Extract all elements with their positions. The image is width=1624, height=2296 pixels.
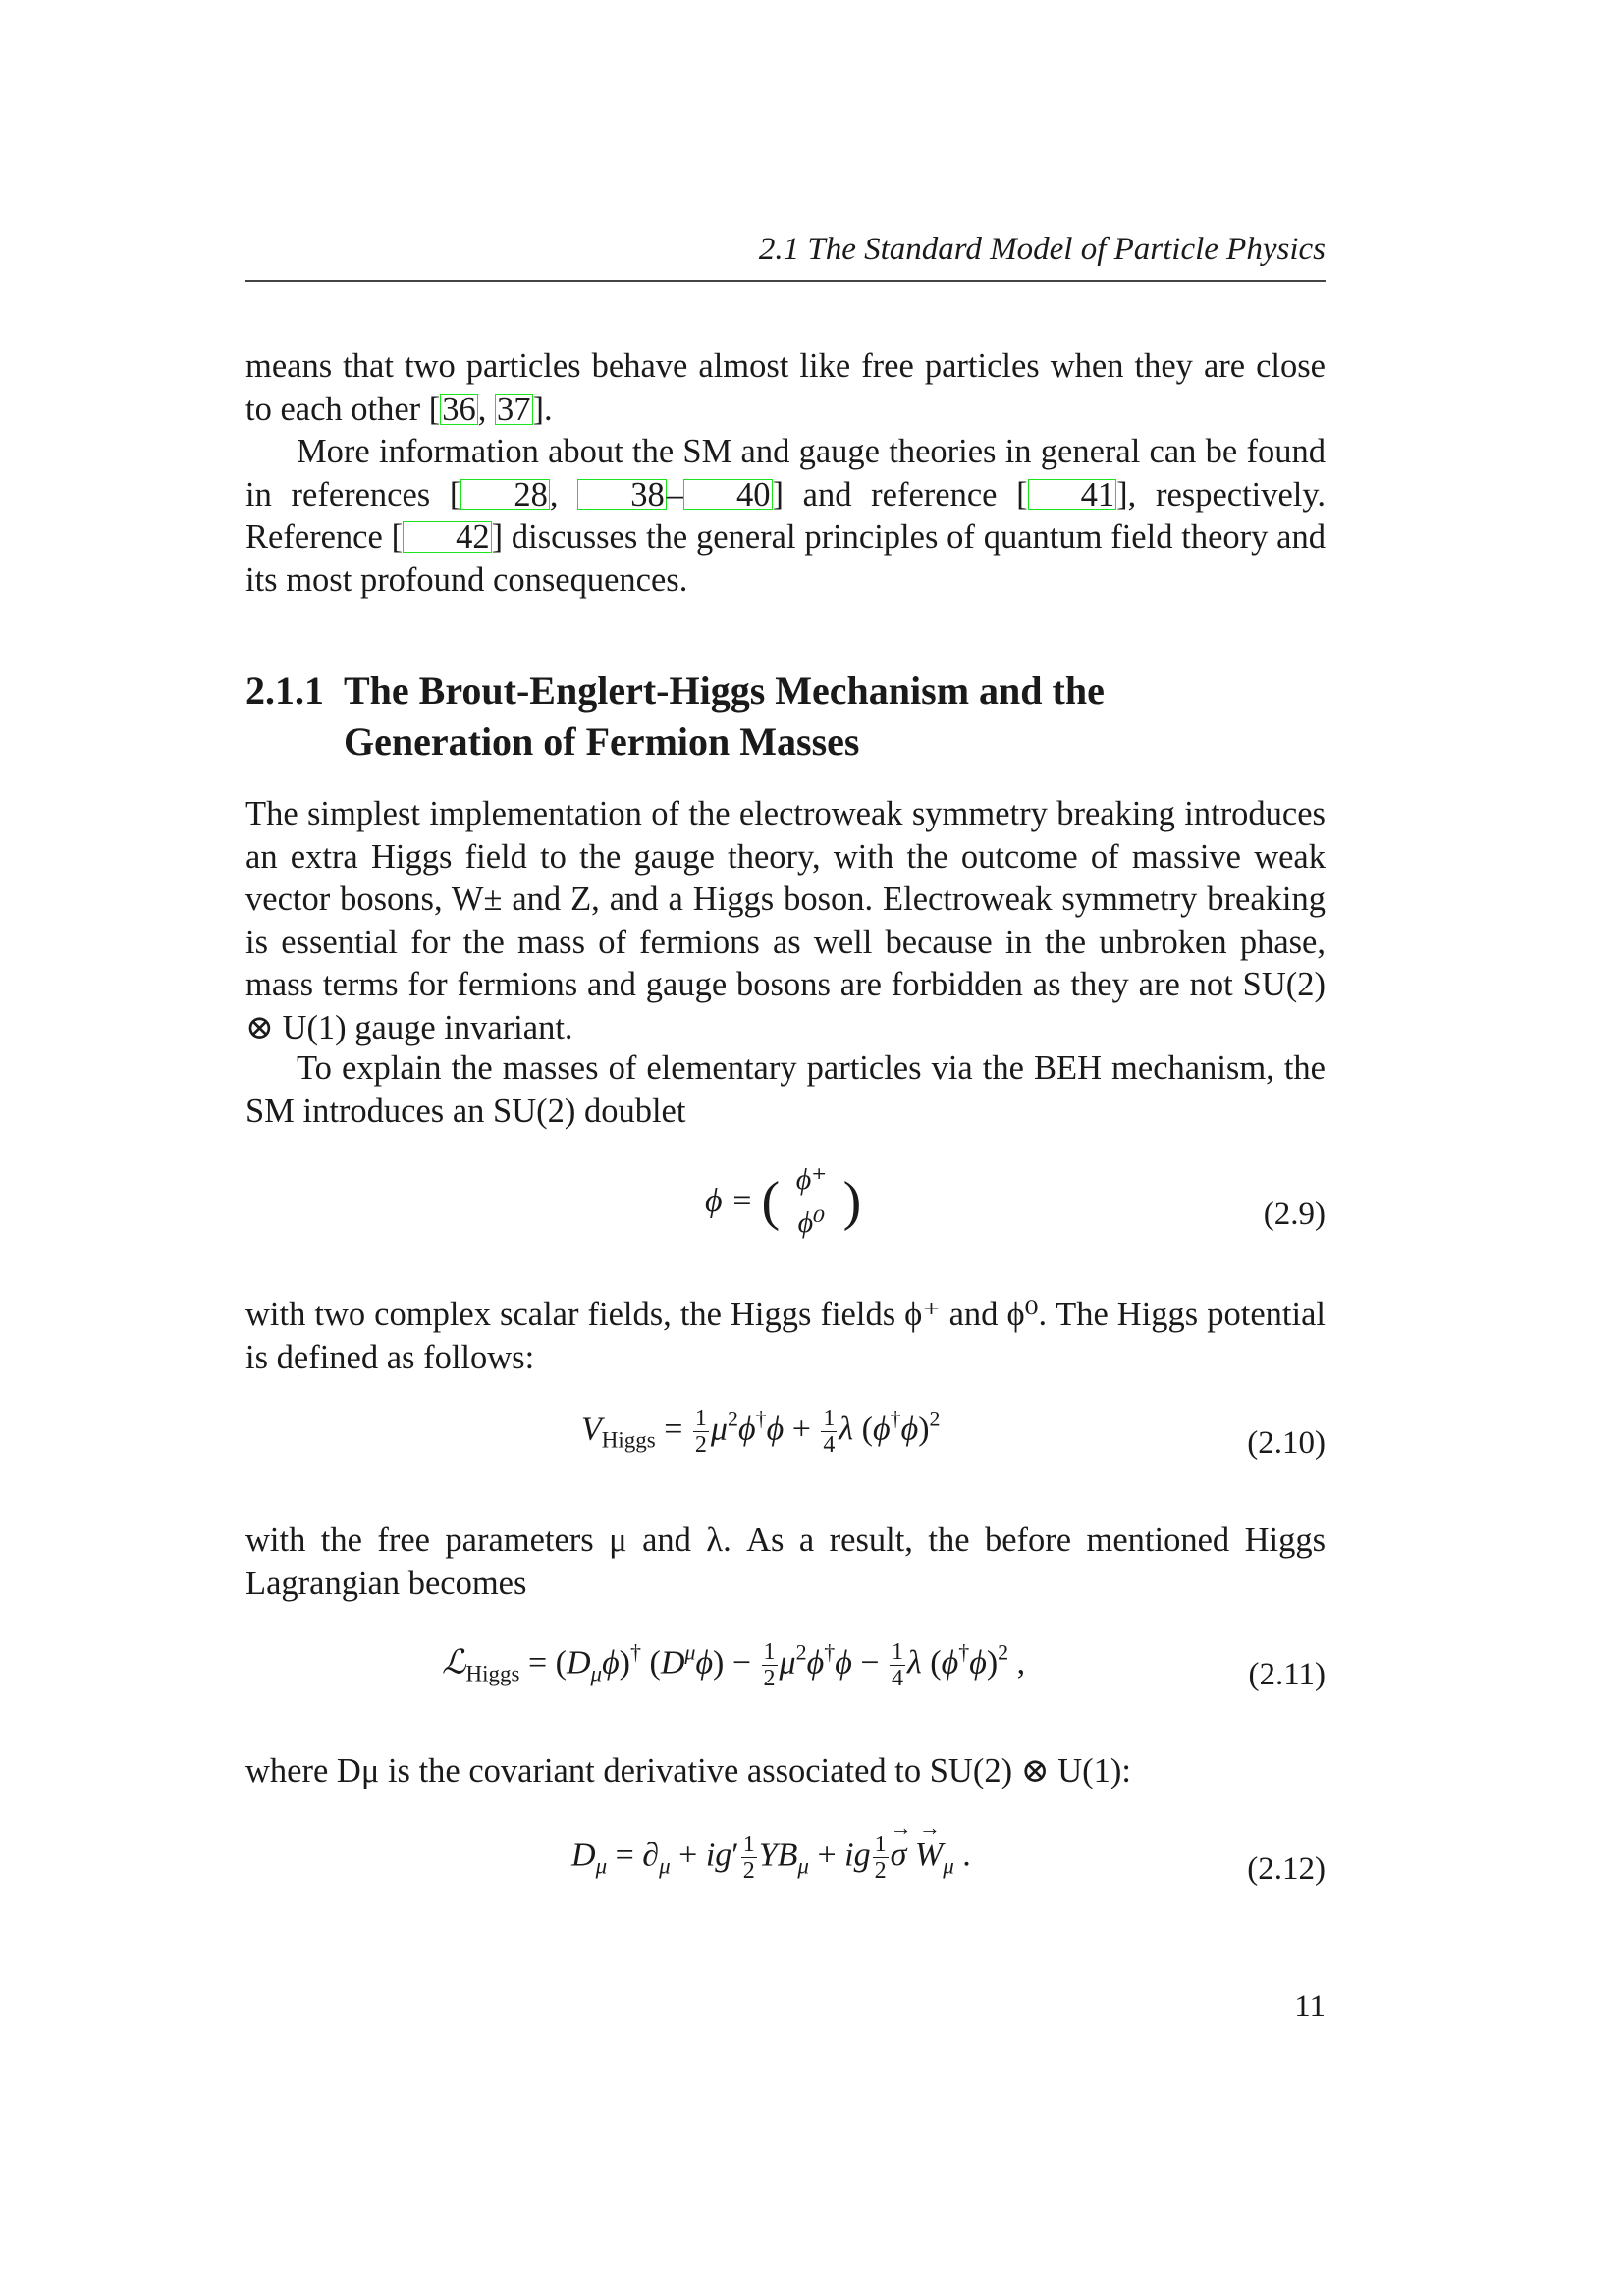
citation-link[interactable]: 37 [497, 390, 531, 428]
section-number: 2.1.1 [245, 668, 324, 713]
eq29-top: ϕ⁺ [795, 1163, 828, 1196]
paragraph-6: with the free parameters μ and λ. As a result, the before mentioned Higgs Lagrangian becomes [245, 1522, 1326, 1602]
paragraph-1-text: means that two particles behave almost like free particles when they are close to each other [ [245, 347, 1326, 428]
equation-2-12: $D_\mu = \partial_\mu + ig'$ $\frac{1}{2}$ $YB_\mu$ + ig $\frac{1}{2}$ → σ → $W_\mu$ . [571, 1815, 971, 1884]
equation-number: (2.9) [1263, 1197, 1326, 1232]
citation-link[interactable]: 41 [1028, 479, 1117, 510]
paragraph-2-text: More information about the SM and gauge theories in general can be found in references [ [245, 433, 1326, 513]
paragraph-4: To explain the masses of elementary particles via the BEH mechanism, the SM introduces an SU(2) doublet [245, 1049, 1326, 1130]
citation-link[interactable]: 36 [442, 390, 476, 428]
equation-2-9 [705, 1158, 861, 1245]
paragraph-5: with two complex scalar fields, the Higgs fields ϕ⁺ and ϕ⁰. The Higgs potential is defined as follows: [245, 1296, 1326, 1376]
equation-number: (2.12) [1247, 1851, 1326, 1887]
equation-2-10: $V_{Higgs}$ = $\frac{1}{2}$ $\mu^2\phi^\dagger\phi$ + $\frac{1}{4}$ λ $(\phi^\dagger\phi)^2$ [581, 1406, 941, 1458]
equation-2-11: ℒ$_{Higgs}$ = $(D_\mu\phi)^\dagger$ $(D^\mu\phi)$ − $\frac{1}{2}$ $\mu^2\phi^\dagger\phi$ − $\frac{1}{4}$ λ $(\phi^\dagger\phi)^2$ , [442, 1639, 1026, 1691]
running-header: 2.1 The Standard Model of Particle Physics [758, 232, 1326, 267]
citation-link[interactable]: 42 [403, 521, 492, 553]
section-title-line-1: The Brout-Englert-Higgs Mechanism and the [344, 668, 1105, 713]
paragraph-7: where Dμ is the covariant derivative associated to SU(2) ⊗ U(1): [245, 1752, 1131, 1789]
equation-number: (2.11) [1248, 1657, 1326, 1692]
citation-link[interactable]: 38 [577, 479, 667, 510]
paragraph-2-text-d: ] discusses the general principles of quantum field theory and its most profound consequences. [245, 518, 1326, 599]
page-number: 11 [1294, 1989, 1326, 2024]
citation-link[interactable]: 28 [460, 479, 550, 510]
section-title-line-2: Generation of Fermion Masses [344, 720, 860, 764]
right-paren: ) [842, 1171, 862, 1232]
paragraph-1: means that two particles behave almost like free particles when they are close to each other [36, 37]. [245, 347, 1326, 428]
paragraph-2-text-c: ], respectively. Reference [ [245, 475, 1326, 556]
eq29-bottom: ϕ⁰ [797, 1206, 826, 1239]
equation-number: (2.10) [1247, 1425, 1326, 1461]
eq29-lhs: ϕ = [705, 1183, 754, 1219]
left-paren: ( [761, 1171, 781, 1232]
section-title [344, 666, 1326, 768]
paragraph-3: The simplest implementation of the electroweak symmetry breaking introduces an extra Higgs field to the gauge theory, with the outcome of massive weak vector bosons, W± and Z, and a Higgs boson. Electroweak symmetry breaking is essential for the mass of fermions as well because in the unbroken phase, mass terms for fermions and gauge bosons are forbidden as they are not SU(2) ⊗ U(1) gauge invariant. [245, 795, 1326, 1046]
paragraph-2: More information about the SM and gauge theories in general can be found in references [ 28, 38– 40] and reference [ 41], respectively. Reference [ 42] discusses the general principles of quantum field theory and its most profound consequences. [245, 433, 1326, 599]
eq29-vector [796, 1158, 827, 1245]
paragraph-1-end: ]. [532, 390, 553, 428]
paragraph-2-text-b: ] and reference [ [772, 475, 1028, 513]
citation-link[interactable]: 40 [683, 479, 773, 510]
header-rule [245, 280, 1326, 282]
